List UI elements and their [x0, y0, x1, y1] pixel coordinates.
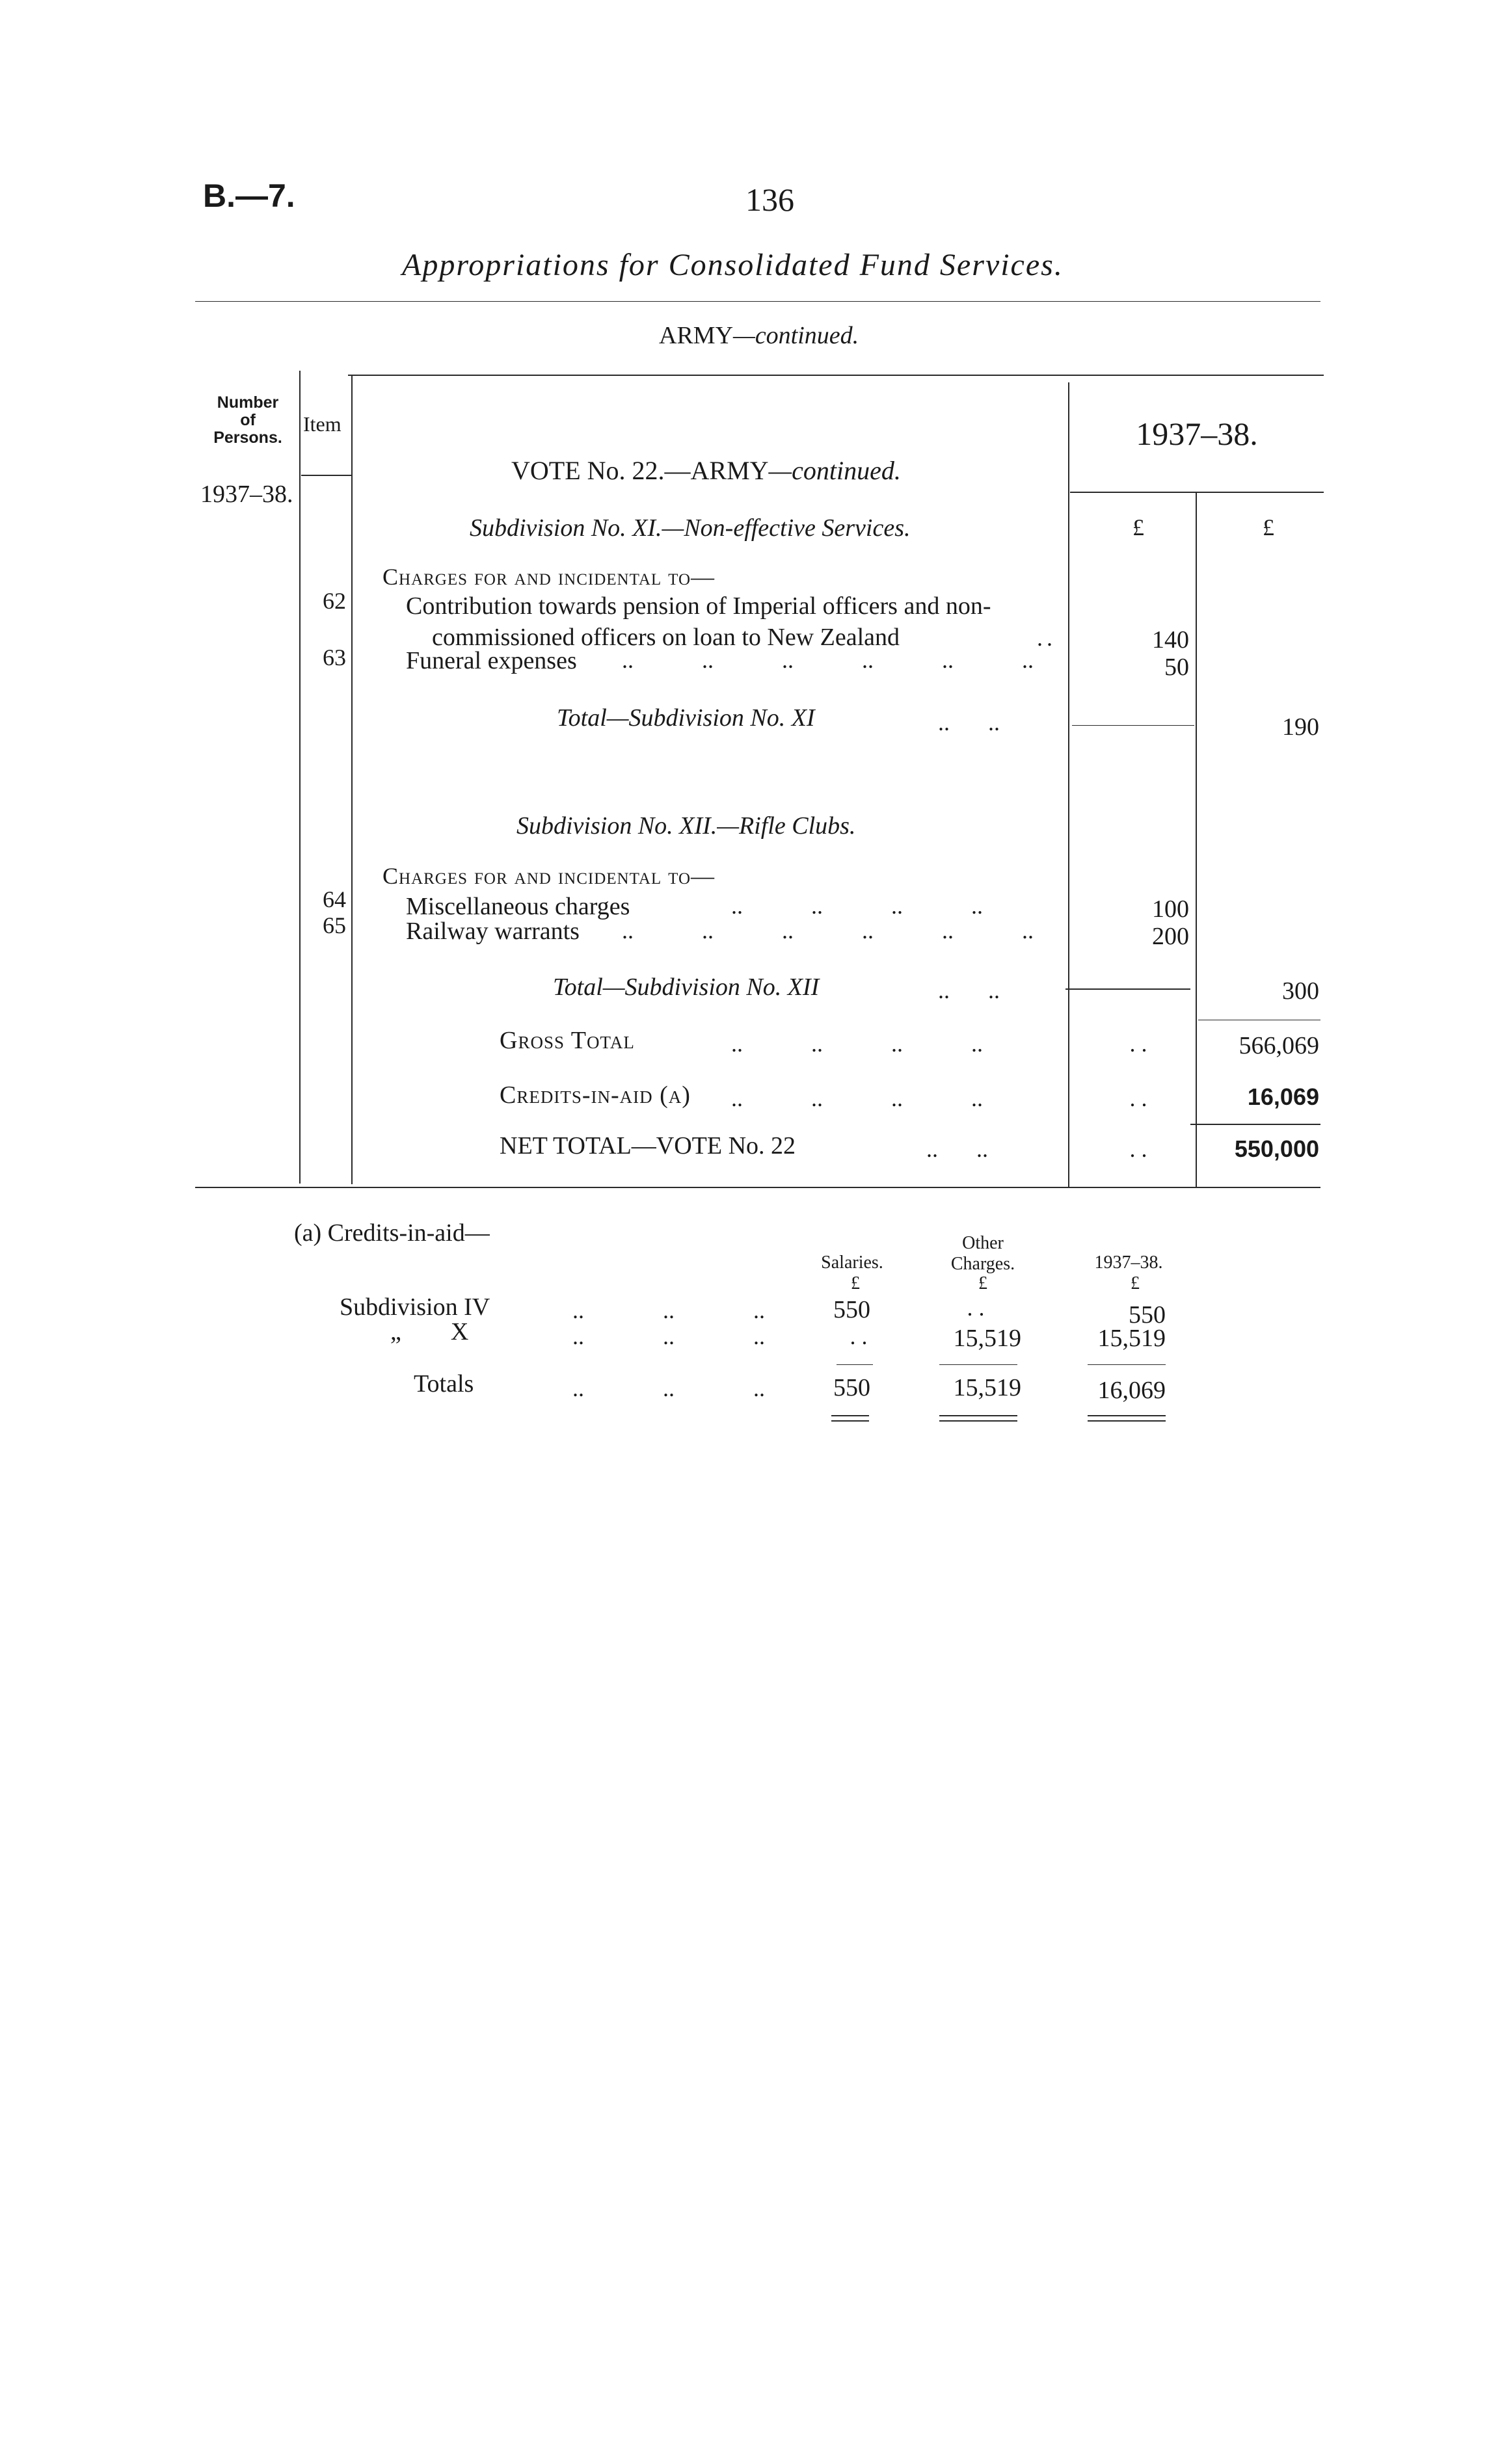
footnote-double-rule	[939, 1415, 1017, 1416]
footnote-double-rule	[939, 1420, 1017, 1422]
subtotal-rule	[1072, 725, 1194, 726]
footnote-totals-year: 16,069	[1097, 1377, 1166, 1404]
item-number-65: 65	[323, 912, 346, 938]
footnote-other-value: . .	[967, 1295, 985, 1321]
footnote-total-rule	[939, 1364, 1017, 1365]
column-header-number-of-persons: Number of Persons.	[213, 393, 282, 447]
report-reference: B.—7.	[203, 178, 295, 214]
footnote-double-rule	[831, 1420, 869, 1422]
footnote-double-rule	[831, 1415, 869, 1416]
charges-heading-xi: Charges for and incidental to—	[382, 564, 716, 590]
leader-dots: .. .. .. .. .. ..	[622, 918, 1034, 944]
footnote-double-rule	[1088, 1415, 1166, 1416]
total-subdivision-xi-label: Total—Subdivision No. XI	[557, 704, 815, 732]
total-subdivision-xii-label: Total—Subdivision No. XII	[553, 974, 820, 1001]
item-64-description: Miscellaneous charges	[406, 893, 630, 920]
footnote-row-label: „ X	[390, 1318, 469, 1345]
pound-sign: £	[851, 1273, 860, 1293]
leader-dots: .. .. ..	[572, 1375, 765, 1401]
footnote-total-value: 15,519	[1097, 1325, 1166, 1352]
item-63-amount: 50	[1164, 654, 1189, 681]
item-number-62: 62	[323, 588, 346, 614]
footnote-double-rule	[1088, 1420, 1166, 1422]
item-64-amount: 100	[1152, 895, 1189, 923]
vote-title: VOTE No. 22.—ARMY—continued.	[511, 456, 901, 485]
footnote-total-rule	[1088, 1364, 1166, 1365]
footnote-totals-label: Totals	[414, 1370, 474, 1398]
footnote-salaries-value: . .	[850, 1323, 868, 1349]
gross-total-label: Gross Total	[500, 1027, 635, 1054]
column-header-item: Item	[303, 412, 342, 436]
item-62-amount: 140	[1152, 626, 1189, 654]
column-header-year: 1937–38.	[1136, 416, 1258, 452]
net-total-label: NET TOTAL—VOTE No. 22	[500, 1132, 796, 1159]
footnote-salaries-value: 550	[833, 1296, 870, 1323]
footnote-total-value: 550	[1129, 1301, 1166, 1329]
year-head-rule	[1070, 492, 1324, 493]
footnote-total-rule	[837, 1364, 873, 1365]
footnote-column-salaries: Salaries.	[821, 1252, 883, 1273]
footnote-title: (a) Credits-in-aid—	[294, 1219, 490, 1247]
leader-dots: .. .. ..	[572, 1297, 765, 1323]
item-number-63: 63	[323, 644, 346, 670]
pound-sign-total: £	[1263, 514, 1274, 540]
summary-rule	[1190, 1124, 1320, 1125]
col-rule-item	[351, 375, 353, 1184]
item-65-description: Railway warrants	[406, 918, 580, 945]
charges-heading-xii: Charges for and incidental to—	[382, 863, 716, 889]
pound-sign: £	[1131, 1273, 1140, 1293]
leader-dots: .. .. .. ..	[731, 893, 983, 919]
title-rule	[195, 301, 1320, 302]
item-63-description: Funeral expenses	[406, 647, 577, 674]
column-year-persons: 1937–38.	[200, 481, 293, 508]
credits-amount-blank: . .	[1129, 1085, 1147, 1111]
table-top-rule	[348, 375, 1324, 376]
leader-dots: .. .. ..	[572, 1323, 765, 1349]
item-head-rule	[301, 475, 352, 476]
item-number-64: 64	[323, 886, 346, 912]
leader-dots: .. ..	[938, 709, 1000, 735]
footnote-column-year: 1937–38.	[1094, 1252, 1163, 1273]
footnote-other-value: 15,519	[953, 1325, 1021, 1352]
credits-in-aid-label: Credits-in-aid (a)	[500, 1081, 691, 1109]
section-heading: ARMY—continued.	[659, 322, 859, 349]
leader-dots: .. .. .. ..	[731, 1031, 983, 1057]
footnote-column-other-charges: Other Charges.	[950, 1233, 1015, 1274]
credits-in-aid-amount: 16,069	[1247, 1083, 1319, 1110]
footnote-totals-other: 15,519	[953, 1374, 1021, 1401]
net-total-amount: 550,000	[1234, 1135, 1319, 1162]
pound-sign: £	[978, 1273, 987, 1293]
page-title: Appropriations for Consolidated Fund Services.	[402, 248, 1064, 282]
col-rule-total	[1196, 492, 1197, 1187]
subtotal-rule	[1065, 988, 1190, 990]
gross-total-amount: 566,069	[1239, 1032, 1319, 1059]
page-number: 136	[745, 181, 794, 218]
col-rule-number	[299, 371, 301, 1184]
item-62-description-line1: Contribution towards pension of Imperial officers and non-	[406, 592, 991, 620]
pound-sign-amount: £	[1132, 514, 1144, 540]
col-rule-amount	[1068, 382, 1069, 1187]
item-62-description-line2: commissioned officers on loan to New Zealand	[432, 624, 900, 651]
total-subdivision-xi-amount: 190	[1282, 713, 1319, 741]
leader-dots: .. .. .. .. .. ..	[622, 647, 1034, 673]
leader-dots: .. .. .. ..	[731, 1085, 983, 1111]
item-65-amount: 200	[1152, 923, 1189, 950]
gross-total-amount-blank: . .	[1129, 1031, 1147, 1057]
subdivision-xii-heading: Subdivision No. XII.—Rifle Clubs.	[516, 812, 856, 840]
leader-dots: .. ..	[926, 1136, 988, 1162]
net-total-amount-blank: . .	[1129, 1136, 1147, 1162]
footnote-row-label: Subdivision IV	[340, 1293, 490, 1321]
subdivision-xi-heading: Subdivision No. XI.—Non-effective Services.	[470, 514, 911, 542]
footnote-totals-salaries: 550	[833, 1374, 870, 1401]
leader-dots: .. ..	[938, 977, 1000, 1003]
leader-dots: ..	[1037, 625, 1056, 651]
total-subdivision-xii-amount: 300	[1282, 977, 1319, 1005]
table-bottom-rule	[195, 1187, 1320, 1188]
